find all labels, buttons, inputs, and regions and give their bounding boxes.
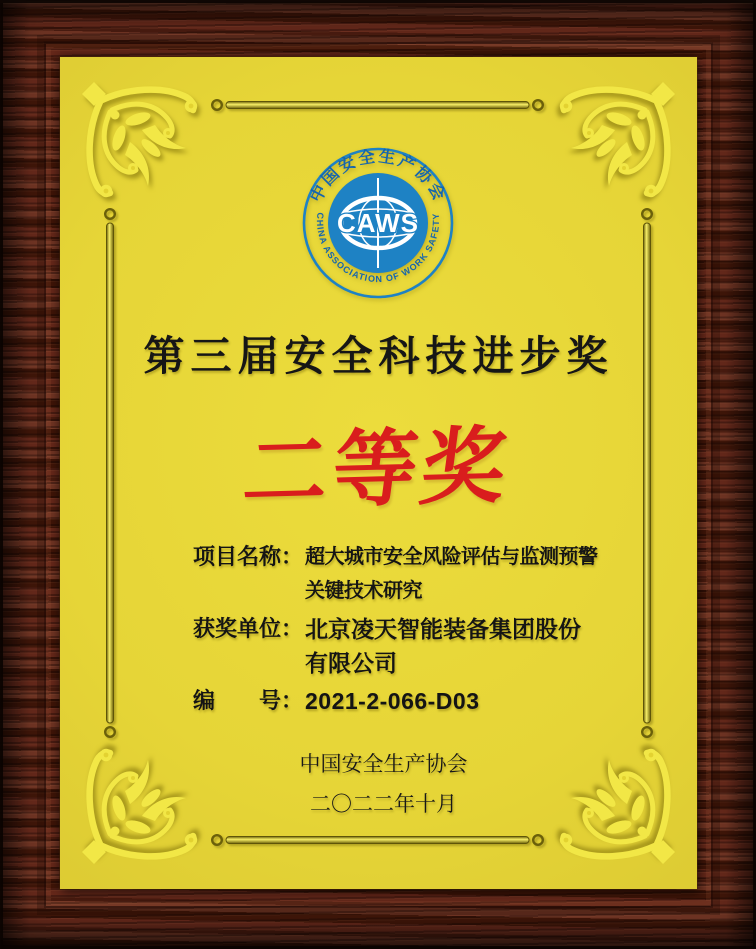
emblem-arc-bottom-text: CHINA ASSOCIATION OF WORK SAFETY bbox=[314, 212, 442, 285]
field-value-line: 超大城市安全风险评估与监测预警 bbox=[305, 546, 598, 568]
field-value-line: 2021-2-066-D03 bbox=[305, 688, 480, 714]
emblem-arc-top-text: 中国安全生产协会 bbox=[307, 147, 449, 206]
field-value-line: 有限公司 bbox=[305, 650, 397, 676]
prize-grade: 二等奖 bbox=[238, 420, 517, 520]
issuer-block bbox=[70, 745, 697, 825]
field-certificate-number bbox=[193, 684, 663, 718]
issuer-org: 中国安全生产协会 bbox=[299, 753, 468, 776]
emblem-acronym: CAWS bbox=[337, 208, 419, 238]
golden-plate bbox=[60, 57, 697, 889]
field-label: 项目名称： bbox=[193, 544, 304, 569]
field-label: 编 号： bbox=[193, 688, 304, 713]
corner-flourish-icon bbox=[547, 78, 679, 210]
field-awarded-unit bbox=[193, 612, 663, 680]
caws-emblem-icon bbox=[300, 145, 456, 301]
award-title: 第三届安全科技进步奖 bbox=[143, 333, 614, 379]
field-value-line: 关键技术研究 bbox=[305, 580, 422, 602]
prize-grade-wrap bbox=[60, 397, 697, 527]
issue-date: 二〇二二年十月 bbox=[310, 793, 457, 816]
award-fields bbox=[193, 540, 663, 722]
field-label: 获奖单位： bbox=[193, 616, 304, 641]
corner-flourish-icon bbox=[78, 78, 210, 210]
field-project-name bbox=[193, 540, 663, 608]
field-value-line: 北京凌天智能装备集团股份 bbox=[305, 616, 581, 642]
